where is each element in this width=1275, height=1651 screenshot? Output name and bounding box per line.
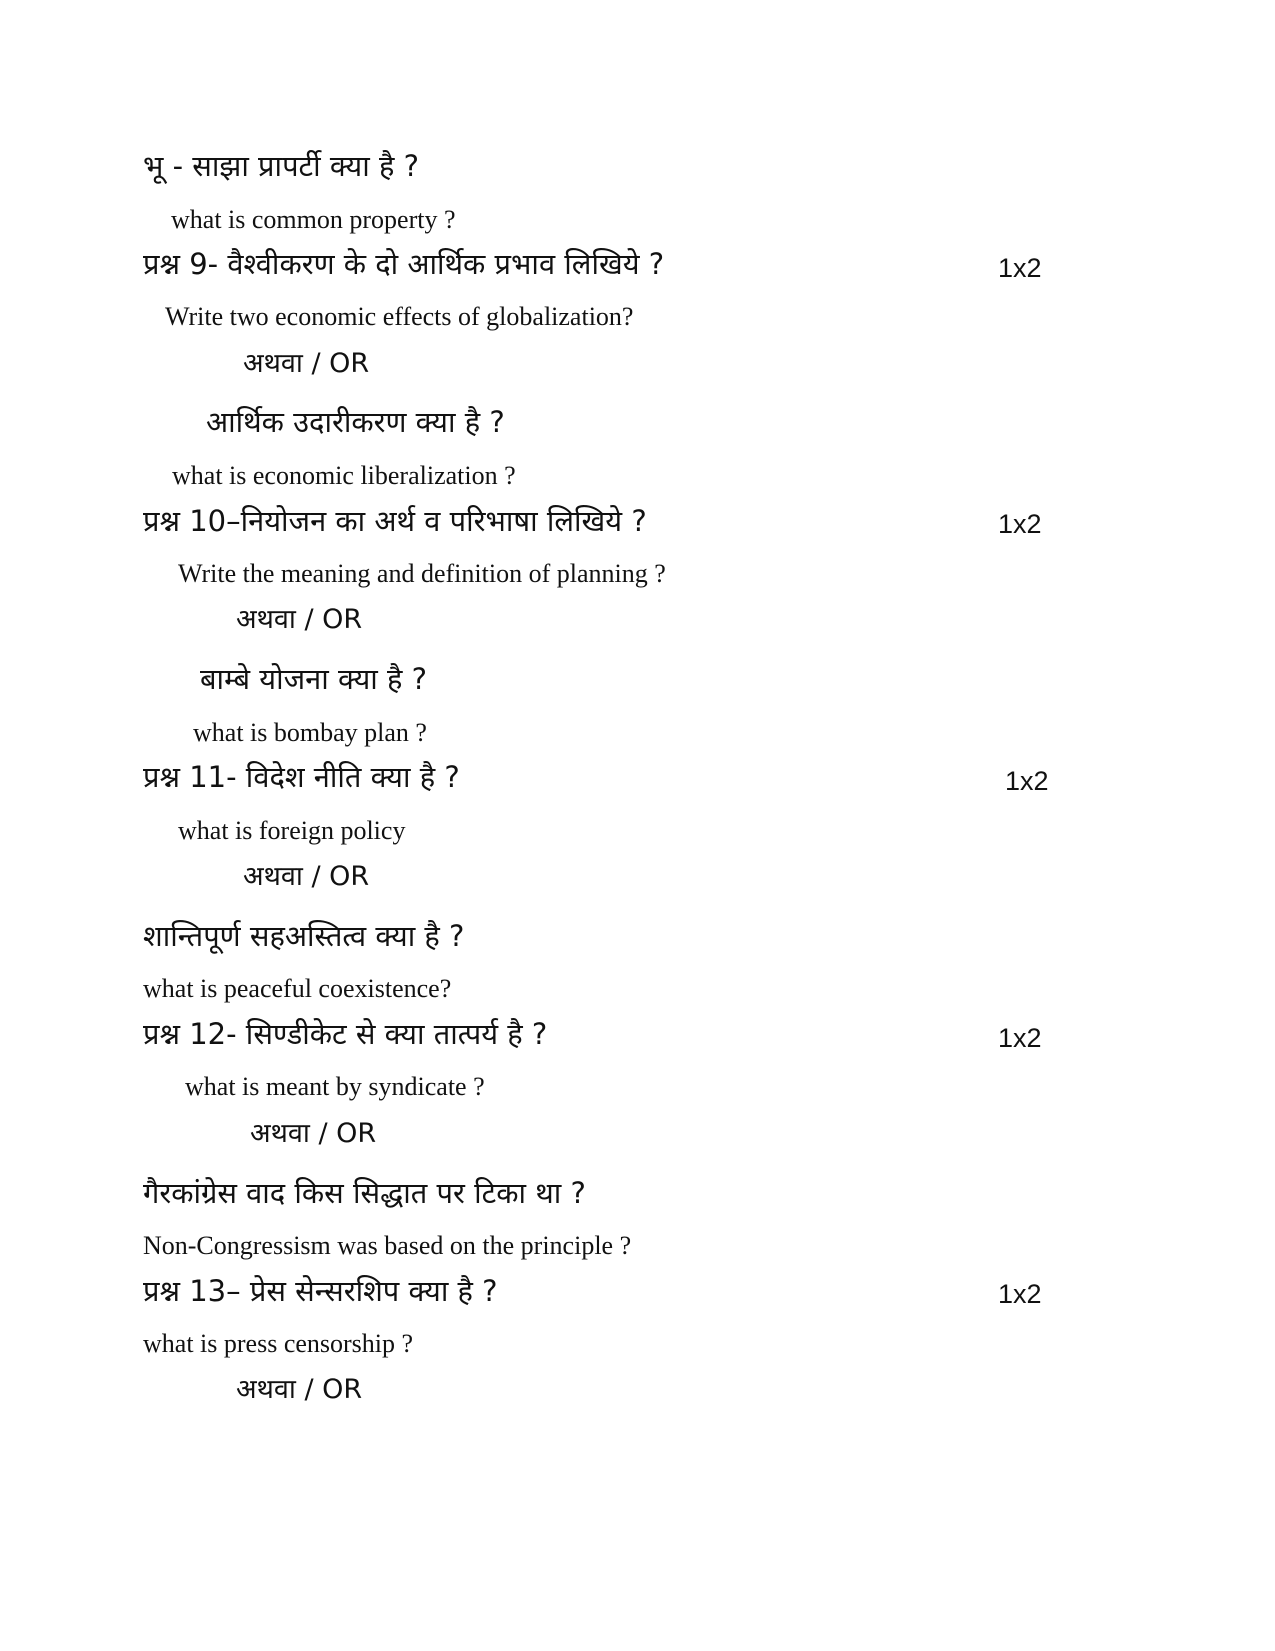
or-separator-12: अथवा / OR [250, 1118, 377, 1149]
question-11-english: what is foreign policy [178, 816, 406, 845]
question-10-marks: 1x2 [998, 509, 1042, 539]
or-separator-10: अथवा / OR [236, 604, 363, 635]
question-12-hindi: प्रश्न 12- सिण्डीकेट से क्या तात्पर्य है ? [143, 1017, 548, 1051]
question-11-marks: 1x2 [1005, 766, 1049, 796]
or-separator-13: अथवा / OR [236, 1374, 363, 1405]
question-9-alt-english: what is economic liberalization ? [172, 461, 516, 490]
question-12-alt-hindi: गैरकांग्रेस वाद किस सिद्धात पर टिका था ? [143, 1176, 586, 1210]
question-9-english: Write two economic effects of globalization? [165, 302, 634, 331]
question-9-hindi: प्रश्न 9- वैश्वीकरण के दो आर्थिक प्रभाव लिखिये ? [143, 247, 665, 281]
or-separator-9: अथवा / OR [243, 348, 370, 379]
question-10-alt-english: what is bombay plan ? [193, 718, 427, 747]
or-separator-11: अथवा / OR [243, 861, 370, 892]
question-13-marks: 1x2 [998, 1279, 1042, 1309]
question-12-marks: 1x2 [998, 1023, 1042, 1053]
question-11-hindi: प्रश्न 11- विदेश नीति क्या है ? [143, 760, 460, 794]
question-10-alt-hindi: बाम्बे योजना क्या है ? [200, 662, 428, 696]
question-12-english: what is meant by syndicate ? [185, 1072, 485, 1101]
question-10-english: Write the meaning and definition of planning ? [178, 559, 666, 588]
question-9-alt-hindi: आर्थिक उदारीकरण क्या है ? [206, 405, 505, 439]
common-property-english: what is common property ? [171, 205, 456, 234]
question-11-alt-hindi: शान्तिपूर्ण सहअस्तित्व क्या है ? [143, 919, 465, 953]
question-13-hindi: प्रश्न 13– प्रेस सेन्सरशिप क्या है ? [143, 1274, 498, 1308]
question-13-english: what is press censorship ? [143, 1329, 414, 1358]
question-9-marks: 1x2 [998, 253, 1042, 283]
question-11-alt-english: what is peaceful coexistence? [143, 974, 452, 1003]
common-property-hindi: भू - साझा प्रापर्टी क्या है ? [143, 149, 419, 183]
question-10-hindi: प्रश्न 10–नियोजन का अर्थ व परिभाषा लिखिये ? [143, 504, 647, 538]
question-12-alt-english: Non-Congressism was based on the principle ? [143, 1231, 632, 1260]
